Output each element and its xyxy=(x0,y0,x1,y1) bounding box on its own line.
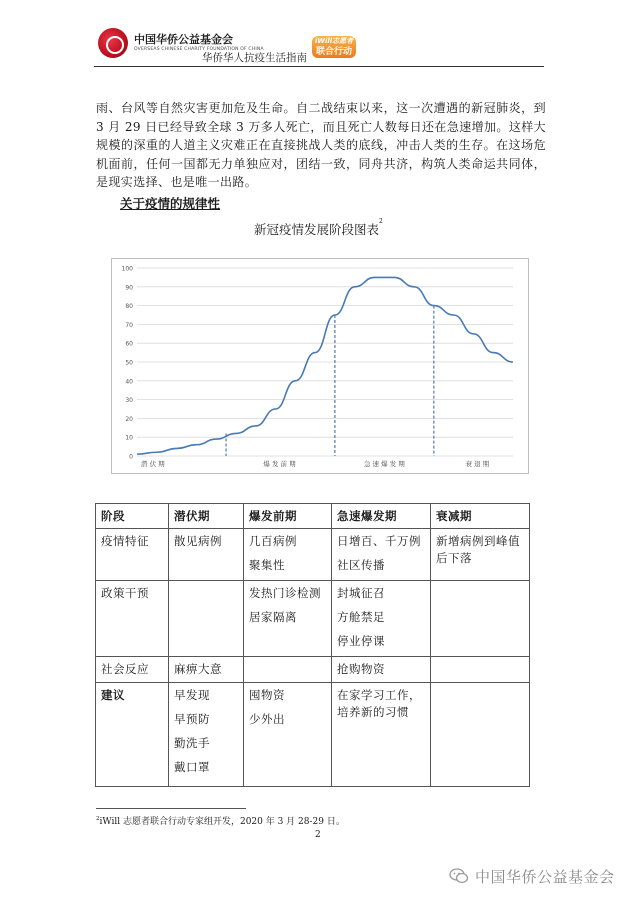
iwill-logo-bottom: 联合行动 xyxy=(315,47,352,57)
y-tick-label: 60 xyxy=(125,340,133,348)
footnote-divider xyxy=(96,808,246,809)
y-tick-label: 0 xyxy=(129,453,133,461)
cell-line: 抢购物资 xyxy=(337,662,385,676)
page-number: 2 xyxy=(315,830,321,840)
table-cell xyxy=(244,683,332,787)
chart-title-text: 新冠疫情发展阶段图表 xyxy=(254,222,380,237)
cell-line: 少外出 xyxy=(249,712,285,726)
table-header-cell: 潜伏期 xyxy=(169,504,244,529)
table-cell xyxy=(332,529,431,581)
section-heading: 关于疫情的规律性 xyxy=(120,196,221,211)
row-label: 政策干预 xyxy=(96,581,169,657)
footnote-mark: 2 xyxy=(96,816,100,822)
footnote xyxy=(96,814,345,827)
cell-line: 戴口罩 xyxy=(174,760,210,774)
cell-line: 发热门诊检测 xyxy=(249,586,321,600)
table-cell xyxy=(169,683,244,787)
iwill-logo xyxy=(312,36,356,58)
cell-line: 麻痹大意 xyxy=(174,662,222,676)
cell-line: 聚集性 xyxy=(249,558,285,572)
body-paragraph: 雨、台风等自然灾害更加危及生命。自二战结束以来，这一次遭遇的新冠肺炎，到 3 月 29 日已经导致全球 3 万多人死亡，而且死亡人数每日还在急速增加。这样大规模的深重的人道主义灾难正在直接挑战人类的底线，冲击人类的生存。在这场危机面前，任何一国都无力单独应对，团结一致，同舟共济，构筑人类命运共同体，是现实选择、也是唯一出路。 xyxy=(96,101,547,190)
table-cell xyxy=(169,529,244,581)
table-header-cell: 爆发前期 xyxy=(244,504,332,529)
cell-line: 封城征召 xyxy=(337,586,385,600)
watermark-text: 中国华侨公益基金会 xyxy=(475,868,615,886)
table-cell xyxy=(244,529,332,581)
cell-line: 几百病例 xyxy=(249,534,297,548)
phase-label: 爆 发 前 期 xyxy=(263,460,296,468)
table-cell xyxy=(431,657,530,683)
y-tick-label: 50 xyxy=(125,359,133,367)
cell-line: 勤洗手 xyxy=(174,736,210,750)
cell-line: 停业停课 xyxy=(337,634,385,648)
cell-line: 新增病例到峰值后下落 xyxy=(436,534,520,565)
footnote-text: iWill 志愿者联合行动专家组开发，2020 年 3 月 28-29 日。 xyxy=(99,817,345,827)
org-name-en: OVERSEAS CHINESE CHARITY FOUNDATION OF CHINA xyxy=(134,47,264,52)
row-label: 建议 xyxy=(96,683,169,787)
table-cell xyxy=(169,657,244,683)
table-cell xyxy=(169,581,244,657)
cell-line: 社区传播 xyxy=(337,558,385,572)
table-header-cell: 衰减期 xyxy=(431,504,530,529)
table-cell xyxy=(332,657,431,683)
epidemic-stage-chart xyxy=(111,258,529,474)
table-cell xyxy=(332,683,431,787)
table-row xyxy=(96,657,530,683)
y-tick-label: 70 xyxy=(125,321,133,329)
y-tick-label: 40 xyxy=(125,378,133,386)
table-row xyxy=(96,529,530,581)
phase-label: 衰 退 期 xyxy=(465,460,490,468)
table-cell xyxy=(244,581,332,657)
cell-line: 散见病例 xyxy=(174,534,222,548)
y-tick-label: 100 xyxy=(121,265,133,273)
phase-label: 急 速 爆 发 期 xyxy=(363,460,405,468)
table-header-row xyxy=(96,504,530,529)
header-divider xyxy=(94,66,544,67)
table-header-cell: 阶段 xyxy=(96,504,169,529)
org-name-cn: 中国华侨公益基金会 xyxy=(134,33,233,46)
wechat-icon xyxy=(449,868,469,884)
row-label: 社会反应 xyxy=(96,657,169,683)
phase-label: 潜 伏 期 xyxy=(141,460,165,468)
table-cell xyxy=(431,683,530,787)
cell-line: 居家隔离 xyxy=(249,610,297,624)
cell-line: 日增百、千万例 xyxy=(337,534,421,548)
row-label: 疫情特征 xyxy=(96,529,169,581)
cell-line: 早发现 xyxy=(174,688,210,702)
cell-line: 方舱禁足 xyxy=(337,610,385,624)
iwill-logo-top: iWill志愿者 xyxy=(314,37,354,45)
table-header-cell: 急速爆发期 xyxy=(332,504,431,529)
chart-footnote-mark: 2 xyxy=(379,218,383,225)
table-cell xyxy=(431,581,530,657)
foundation-logo xyxy=(98,28,128,58)
table-cell xyxy=(332,581,431,657)
chart-frame xyxy=(112,259,529,474)
stage-table xyxy=(95,503,530,787)
table-cell xyxy=(431,529,530,581)
y-tick-label: 80 xyxy=(125,303,133,311)
table-row xyxy=(96,683,530,787)
guide-title: 华侨华人抗疫生活指南 xyxy=(202,52,307,64)
y-tick-label: 20 xyxy=(125,415,133,423)
table-cell xyxy=(244,657,332,683)
cell-line: 早预防 xyxy=(174,712,210,726)
y-tick-label: 30 xyxy=(125,397,133,405)
cell-line: 囤物资 xyxy=(249,688,285,702)
chart-title xyxy=(254,220,383,238)
cell-line: 在家学习工作，培养新的习惯 xyxy=(337,688,421,719)
y-tick-label: 10 xyxy=(125,434,133,442)
y-tick-label: 90 xyxy=(125,284,133,292)
table-row xyxy=(96,581,530,657)
